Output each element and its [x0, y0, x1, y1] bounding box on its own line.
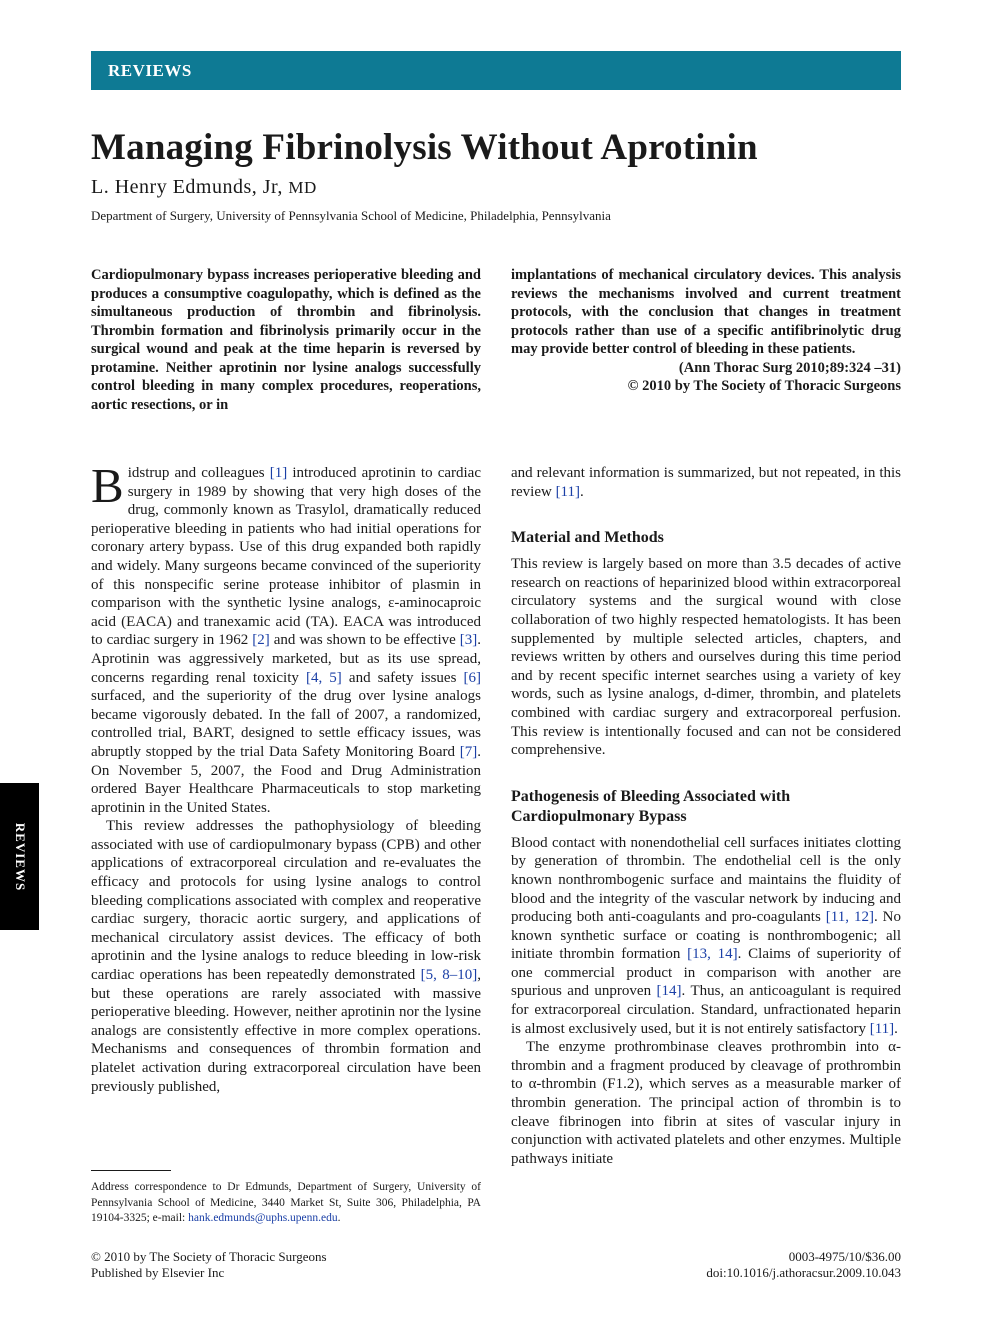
- footer-copyright: © 2010 by The Society of Thoracic Surgeons: [91, 1249, 327, 1264]
- section-label: REVIEWS: [108, 61, 192, 80]
- article-title: Managing Fibrinolysis Without Aprotinin: [91, 127, 758, 168]
- footnote-text: Address correspondence to Dr Edmunds, Department of Surgery, University of Pennsylvania School of Medicine, 3440 Market St, Suite 306, Philadelphia, PA 19104-3325; e-mail:: [91, 1181, 481, 1224]
- footer-issn: 0003-4975/10/$36.00: [788, 1249, 901, 1264]
- drop-cap: B: [91, 458, 124, 513]
- email-link[interactable]: hank.edmunds@uphs.upenn.edu: [188, 1212, 338, 1224]
- footer-left: [91, 1249, 327, 1281]
- body-paragraph-6: The enzyme prothrombinase cleaves prothrombin into α-thrombin and a fragment produced by cleavage of prothrombin to α-thrombin (F1.2), which serves as a measurable marker of thrombin generation. The principal action of thrombin is to cleave fibrinogen into fibrin at sites of vascular injury in conjunction with activated platelets and other enzymes. Multiple pathways initiate: [511, 1039, 901, 1167]
- journal-citation: (Ann Thorac Surg 2010;89:324 –31): [678, 359, 901, 376]
- author-line: [91, 176, 317, 199]
- text-run: and relevant information is summarized, but not repeated, in this review: [511, 465, 901, 500]
- body-paragraph-2: [91, 817, 481, 1096]
- text-run: and was shown to be effective: [269, 632, 460, 649]
- section-heading-methods: Material and Methods: [511, 529, 664, 547]
- correspondence-footnote: [91, 1180, 481, 1227]
- reference-link[interactable]: [11]: [555, 483, 580, 500]
- side-section-tab: [0, 783, 39, 930]
- reference-link[interactable]: [11]: [869, 1020, 895, 1037]
- body-paragraph-4: This review is largely based on more than 3.5 decades of active research on reactions of heparinized blood within extracorporeal circulatory systems and the surgical wound with close collaboration of two highly respected hematologists. It has been supplemented by multiple selected articles, chapters, and reviews written by others and ourselves during this time period and by recent specific internet searches using a variety of key words, such as lysine analogs, d-dimer, thrombin, and platelets combined with cardiac surgery and extracorporeal perfusion. This review is intentionally focused and can not be considered comprehensive.: [511, 556, 901, 759]
- reference-link[interactable]: [13, 14]: [687, 946, 738, 963]
- abstract-right-text: implantations of mechanical circulatory devices. This analysis reviews the mechanisms involved and current treatment protocols, with the conclusion that changes in treatment protocols rather than use of a specific antifibrinolytic drug may provide better control of bleeding in these patients.: [511, 267, 901, 357]
- text-run: .: [580, 483, 584, 500]
- reference-link[interactable]: [3]: [459, 632, 478, 649]
- author-name: L. Henry Edmunds, Jr,: [91, 176, 283, 198]
- text-run: introduced aprotinin to cardiac surgery in 1989 by showing that very high doses of the drug, commonly known as Trasylol, dramatically reduced perioperative bleeding in patients who had initial operations for coronary artery bypass. Use of this drug expanded both rapidly and widely. Many surgeons became convinced of the superiority of this nonspecific serine protease inhibitor of plasmin in comparison with the synthetic lysine analogs, ε-aminocaproic acid (EACA) and tranexamic acid (TA). EACA was introduced to cardiac surgery in 1962: [91, 465, 481, 649]
- section-heading-pathogenesis: Pathogenesis of Bleeding Associated with Cardiopulmonary Bypass: [511, 787, 791, 825]
- body-paragraph-5: [511, 834, 901, 1039]
- reference-link[interactable]: [14]: [656, 983, 682, 1000]
- footer-doi[interactable]: doi:10.1016/j.athoracsur.2009.10.043: [706, 1265, 901, 1280]
- text-run: surfaced, and the superiority of the drug over lysine analogs became vigorously debated. In the fall of 2007, a randomized, controlled trial, BART, designed to settle efficacy issues, was abruptly stopped by the trial Data Safety Monitoring Board: [91, 688, 481, 760]
- section-banner: [91, 51, 901, 90]
- footnote-divider: [91, 1170, 171, 1171]
- text-run: . Thus, an anticoagulant is required for extracorporeal circulation. Standard, unfractionated heparin is almost exclusively used, but it is not entirely satisfactory: [511, 983, 901, 1037]
- text-run: This review addresses the pathophysiology of bleeding associated with use of cardiopulmonary bypass (CPB) and other applications of extracorporeal circulation and re-evaluates the efficacy and protocols for using lysine analogs to control bleeding complications associated with complex and reoperative cardiac surgery, thoracic aortic surgery, and applications of mechanical circulatory assist devices. The efficacy of both aprotinin and the lysine analogs to reduce bleeding in low-risk cardiac operations has been repeatedly demonstrated: [91, 818, 481, 984]
- footer-right: [706, 1249, 901, 1281]
- body-paragraph-1: [91, 458, 481, 817]
- reference-link[interactable]: [4, 5]: [305, 669, 342, 686]
- affiliation: Department of Surgery, University of Pennsylvania School of Medicine, Philadelphia, Pennsylvania: [91, 208, 611, 223]
- text-run: idstrup and colleagues: [127, 465, 270, 481]
- side-tab-label: REVIEWS: [12, 822, 28, 891]
- abstract-copyright: © 2010 by The Society of Thoracic Surgeons: [627, 378, 901, 394]
- text-run: Blood contact with nonendothelial cell surfaces initiates clotting by generation of thrombin. The endothelial cell is the only known nonthrombogenic surface and maintains the fluidity of blood and the integrity of the vascular network by inducing and producing both anti-coagulants and pro-coagulants: [511, 834, 901, 926]
- body-column-right: [511, 464, 901, 1168]
- text-run: . Claims of superiority of one commercial product in comparison with another are spurious and unproven: [511, 946, 901, 1000]
- text-run: . On November 5, 2007, the Food and Drug Administration ordered Bayer Healthcare Pharmaceuticals to stop marketing aprotinin in the United States.: [91, 743, 481, 816]
- reference-link[interactable]: [1]: [269, 465, 288, 481]
- text-run: . No known synthetic surface or coating is nonthrombogenic; all initiate thrombin formation: [511, 909, 901, 963]
- text-run: , but these operations are rarely associated with massive perioperative bleeding. However, neither aprotinin nor the lysine analogs are consistently effective in more complex operations. Mechanisms and consequences of thrombin formation and platelet activation during extracorporeal circulation have been previously published,: [91, 967, 481, 1095]
- footer-publisher: Published by Elsevier Inc: [91, 1265, 225, 1280]
- author-degree: MD: [288, 178, 317, 197]
- text-run: . Aprotinin was aggressively marketed, but as its use spread, concerns regarding renal toxicity: [91, 632, 481, 686]
- abstract-left: Cardiopulmonary bypass increases perioperative bleeding and produces a consumptive coagulopathy, which is defined as the simultaneous production of thrombin and fibrinolysis. Thrombin formation and fibrinolysis primarily occur in the surgical wound and peak at the time heparin is reversed by protamine. Neither aprotinin nor lysine analogs successfully control bleeding in many complex procedures, reoperations, aortic resections, or in: [91, 267, 481, 413]
- body-paragraph-3: [511, 464, 901, 501]
- reference-link[interactable]: [2]: [252, 632, 270, 649]
- abstract-right: [511, 266, 901, 396]
- reference-link[interactable]: [11, 12]: [825, 909, 874, 926]
- text-run: .: [894, 1020, 898, 1037]
- footnote-end: .: [337, 1212, 341, 1224]
- body-column-left: [91, 458, 481, 1096]
- reference-link[interactable]: [5, 8–10]: [420, 967, 478, 984]
- reference-link[interactable]: [6]: [463, 669, 481, 686]
- text-run: and safety issues: [341, 669, 464, 686]
- reference-link[interactable]: [7]: [459, 743, 478, 760]
